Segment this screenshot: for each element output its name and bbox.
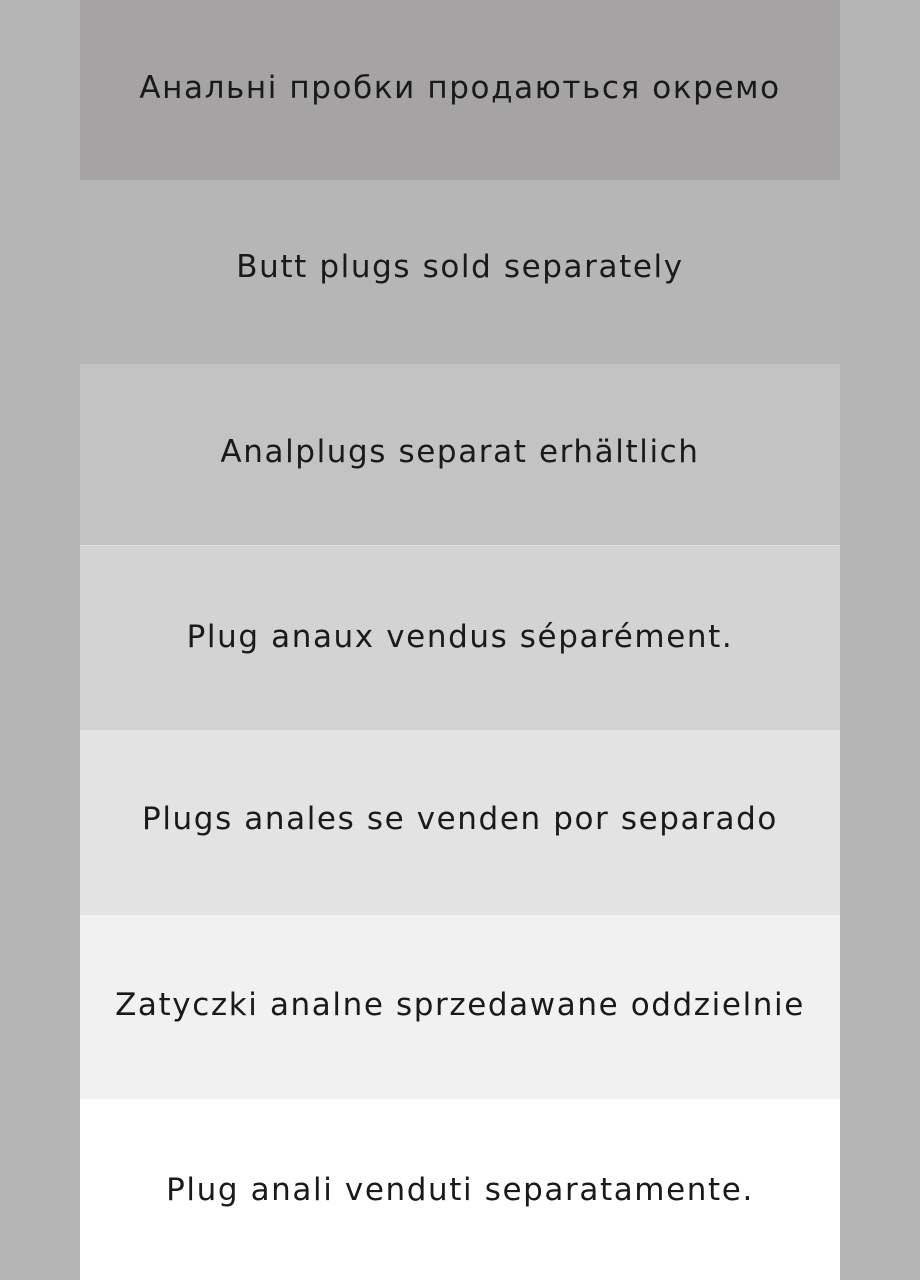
notice-text-french: Plug anaux vendus séparément. <box>186 618 734 655</box>
notice-band-spanish <box>80 730 840 915</box>
notice-band-french <box>80 545 840 730</box>
notice-panel <box>80 0 840 1280</box>
notice-band-italian <box>80 1099 840 1280</box>
notice-band-english <box>80 180 840 364</box>
notice-text-spanish: Plugs anales se venden por separado <box>142 800 778 837</box>
notice-text-polish: Zatyczki analne sprzedawane oddzielnie <box>115 987 805 1023</box>
notice-band-ukrainian <box>80 0 840 180</box>
notice-text-ukrainian: Анальні пробки продаються окремо <box>139 70 781 106</box>
notice-text-italian: Plug anali venduti separatamente. <box>166 1171 754 1208</box>
notice-text-german: Analplugs separat erhältlich <box>220 433 700 470</box>
notice-band-polish <box>80 915 840 1099</box>
notice-band-german <box>80 364 840 545</box>
notice-text-english: Butt plugs sold separately <box>236 249 684 285</box>
